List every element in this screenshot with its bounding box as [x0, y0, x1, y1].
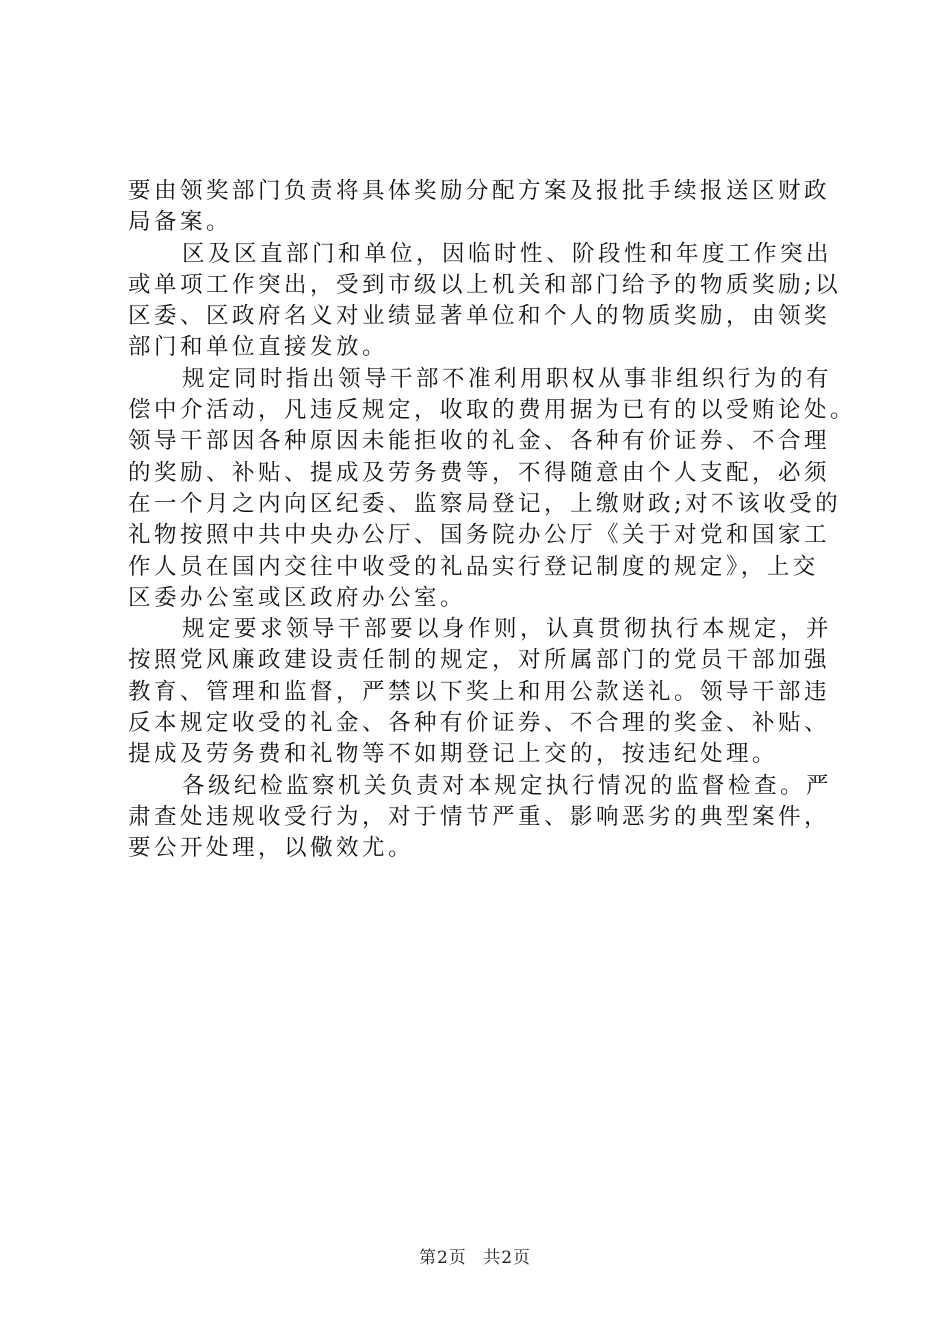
text-line: 肃查处违规收受行为，对于情节严重、影响恶劣的典型案件，: [128, 803, 831, 830]
text-line: 要公开处理，以儆效尤。: [128, 835, 415, 862]
text-line: 礼物按照中共中央办公厅、国务院办公厅《关于对党和国家工: [128, 522, 831, 549]
text-line: 区委、区政府名义对业绩显著单位和个人的物质奖励，由领奖: [128, 303, 831, 330]
paragraph-start-line: 规定同时指出领导干部不准利用职权从事非组织行为的有: [182, 365, 833, 392]
paragraph-start-line: 区及区直部门和单位，因临时性、阶段性和年度工作突出: [182, 240, 833, 267]
text-line: 教育、管理和监督，严禁以下奖上和用公款送礼。领导干部违: [128, 678, 831, 705]
page-total: 共2页: [483, 1248, 532, 1268]
text-line: 区委办公室或区政府办公室。: [128, 584, 467, 611]
text-line: 领导干部因各种原因未能拒收的礼金、各种有价证券、不合理: [128, 428, 831, 455]
text-line: 部门和单位直接发放。: [128, 334, 389, 361]
text-line: 提成及劳务费和礼物等不如期登记上交的，按违纪处理。: [128, 741, 779, 768]
text-line: 在一个月之内向区纪委、监察局登记，上缴财政;对不该收受的: [128, 490, 842, 517]
page-number: 第2页: [418, 1248, 467, 1268]
text-line: 偿中介活动，凡违反规定，收取的费用据为已有的以受贿论处。: [128, 397, 857, 424]
text-line: 的奖励、补贴、提成及劳务费等，不得随意由个人支配，必须: [128, 459, 831, 486]
paragraph-start-line: 规定要求领导干部要以身作则，认真贯彻执行本规定，并: [182, 616, 833, 643]
text-line: 按照党风廉政建设责任制的规定，对所属部门的党员干部加强: [128, 647, 831, 674]
text-line: 局备案。: [128, 209, 233, 236]
text-line: 作人员在国内交往中收受的礼品实行登记制度的规定》，上交: [128, 553, 819, 580]
page-footer: [0, 1243, 950, 1268]
text-line: 反本规定收受的礼金、各种有价证券、不合理的奖金、补贴、: [128, 710, 831, 737]
text-line: 或单项工作突出，受到市级以上机关和部门给予的物质奖励;以: [128, 271, 842, 298]
paragraph-start-line: 各级纪检监察机关负责对本规定执行情况的监督检查。严: [182, 772, 833, 799]
text-line: 要由领奖部门负责将具体奖励分配方案及报批手续报送区财政: [128, 178, 831, 204]
body-text: [128, 176, 857, 865]
